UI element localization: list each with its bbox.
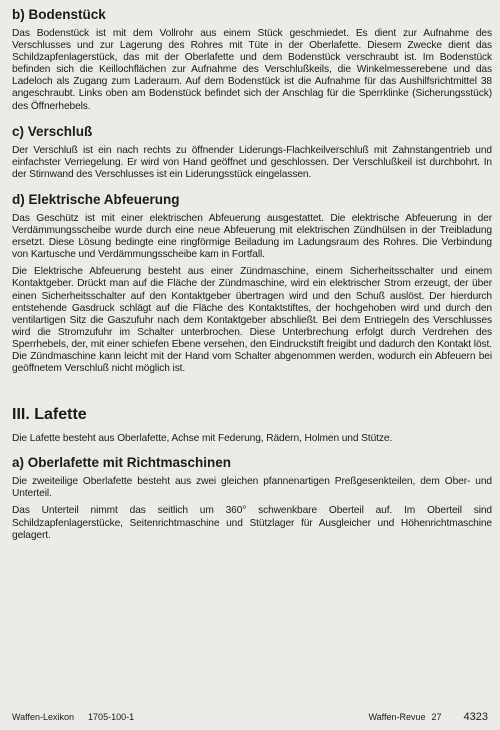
section-lafette bbox=[12, 405, 492, 445]
heading-bodenstueck: b) Bodenstück bbox=[12, 7, 106, 22]
page-number: 4323 bbox=[463, 711, 488, 723]
footer-right bbox=[368, 710, 488, 724]
section-oberlafette bbox=[12, 454, 492, 541]
heading-lafette: III. Lafette bbox=[12, 406, 87, 424]
heading-verschluss: c) Verschluß bbox=[12, 123, 93, 139]
paragraph-oberlafette-2: Das Unterteil nimmt das seitlich um 360° schwenkbare Oberteil auf. Im Oberteil sind Schildzapfenlagerstücke, Seitenrichtmaschine und Stützlager für Ausgleicher und Höhenrichtmaschine gelagert. bbox=[12, 505, 492, 541]
page-footer bbox=[12, 710, 488, 724]
section-bodenstueck bbox=[12, 6, 492, 113]
footer-right-title: Waffen-Revue bbox=[368, 712, 426, 722]
paragraph-lafette: Die Lafette besteht aus Oberlafette, Achse mit Federung, Rädern, Holmen und Stütze. bbox=[12, 433, 393, 445]
heading-oberlafette: a) Oberlafette mit Richtmaschinen bbox=[12, 455, 232, 471]
paragraph-abfeuerung-2: Die Elektrische Abfeuerung besteht aus einer Zündmaschine, einem Sicherheitsschalter und einem Kontaktgeber. Drückt man auf die Fläche der Zündmaschine, wird ein elektrischer Strom erzeugt, der über einen Sicherheitsschalter auf den Kontaktgeber übertragen wird und den Schuß auslöst. Der hierdurch entstehende Gasdruck schlägt auf die Fläche des Kontaktstiftes, der hochgehoben wird und durch den ventilartigen Sitz die Gaszufuhr nach dem Kontaktgeber abschließt. Bei dem Entriegeln des Verschlusses wird die Stromzufuhr im Schalter unterbrochen. Diese Unterbrechung erfolgt durch Verdrehen des Sperrhebels, der, mit einer schiefen Ebene versehen, den Eindruckstift freigibt und dadurch den Kontakt löst. Die Zündmaschine kann leicht mit der Hand vom Schalter abgenommen werden, wodurch ein Abfeuern bei geöffnetem Verschluß nicht möglich ist. bbox=[12, 266, 492, 375]
section-abfeuerung bbox=[12, 191, 492, 375]
paragraph-abfeuerung-1: Das Geschütz ist mit einer elektrischen Abfeuerung ausgestattet. Die elektrische Abfeuerung in der Verdämmungsscheibe wurde durch eine neue Abfeuerung mit elektrischen Zündhülsen in der Treibladung ersetzt. Diese Lösung bedingte eine ringförmige Beiladung im Ladungsraum des Rohres. Die Verbindung von Kartusche und Verdämmungsscheibe kam in Fortfall. bbox=[12, 212, 492, 261]
footer-left-title: Waffen-Lexikon bbox=[12, 712, 75, 722]
paragraph-bodenstueck: Das Bodenstück ist mit dem Vollrohr aus einem Stück geschmiedet. Es dient zur Aufnahme des Verschlusses und zur Lagerung des Rohres mit Tüte in der Oberlafette. Diesem Zwecke dient das Schildzapfenlagerstück, das mit der Oberlafette und dem Bodenstück verschraubt ist. Im Bodenstück befinden sich die Keillochflächen zur Aufnahme des Verschlußkeils, die Winkelmesserebene und das Ladeloch als Zugang zum Laderaum. Auf dem Bodenstück ist die Aufnahme für das Aushilfsrichtmittel 38 angeschraubt. Links oben am Bodenstück befindet sich der Anschlag für die Sperrklinke (Sicherungsstück) des Öffnerhebels. bbox=[12, 28, 492, 112]
footer-left-code: 1705-100-1 bbox=[88, 712, 135, 722]
paragraph-verschluss: Der Verschluß ist ein nach rechts zu öffnender Liderungs-Flachkeilverschluß mit Zahnstangentrieb und einfachster Verriegelung. Er wird von Hand geöffnet und geschlossen. Der Verschlußkeil ist durchbohrt. In der Stirnwand des Verschlusses ist ein Liderungsstück eingelassen. bbox=[12, 144, 492, 180]
paragraph-oberlafette-1: Die zweiteilige Oberlafette besteht aus zwei gleichen pfannenartigen Preßgesenkteilen, dem Ober- und Unterteil. bbox=[12, 476, 492, 500]
section-verschluss bbox=[12, 123, 492, 181]
heading-abfeuerung: d) Elektrische Abfeuerung bbox=[12, 191, 180, 207]
footer-issue-number: 27 bbox=[431, 712, 442, 722]
footer-left bbox=[12, 710, 134, 724]
